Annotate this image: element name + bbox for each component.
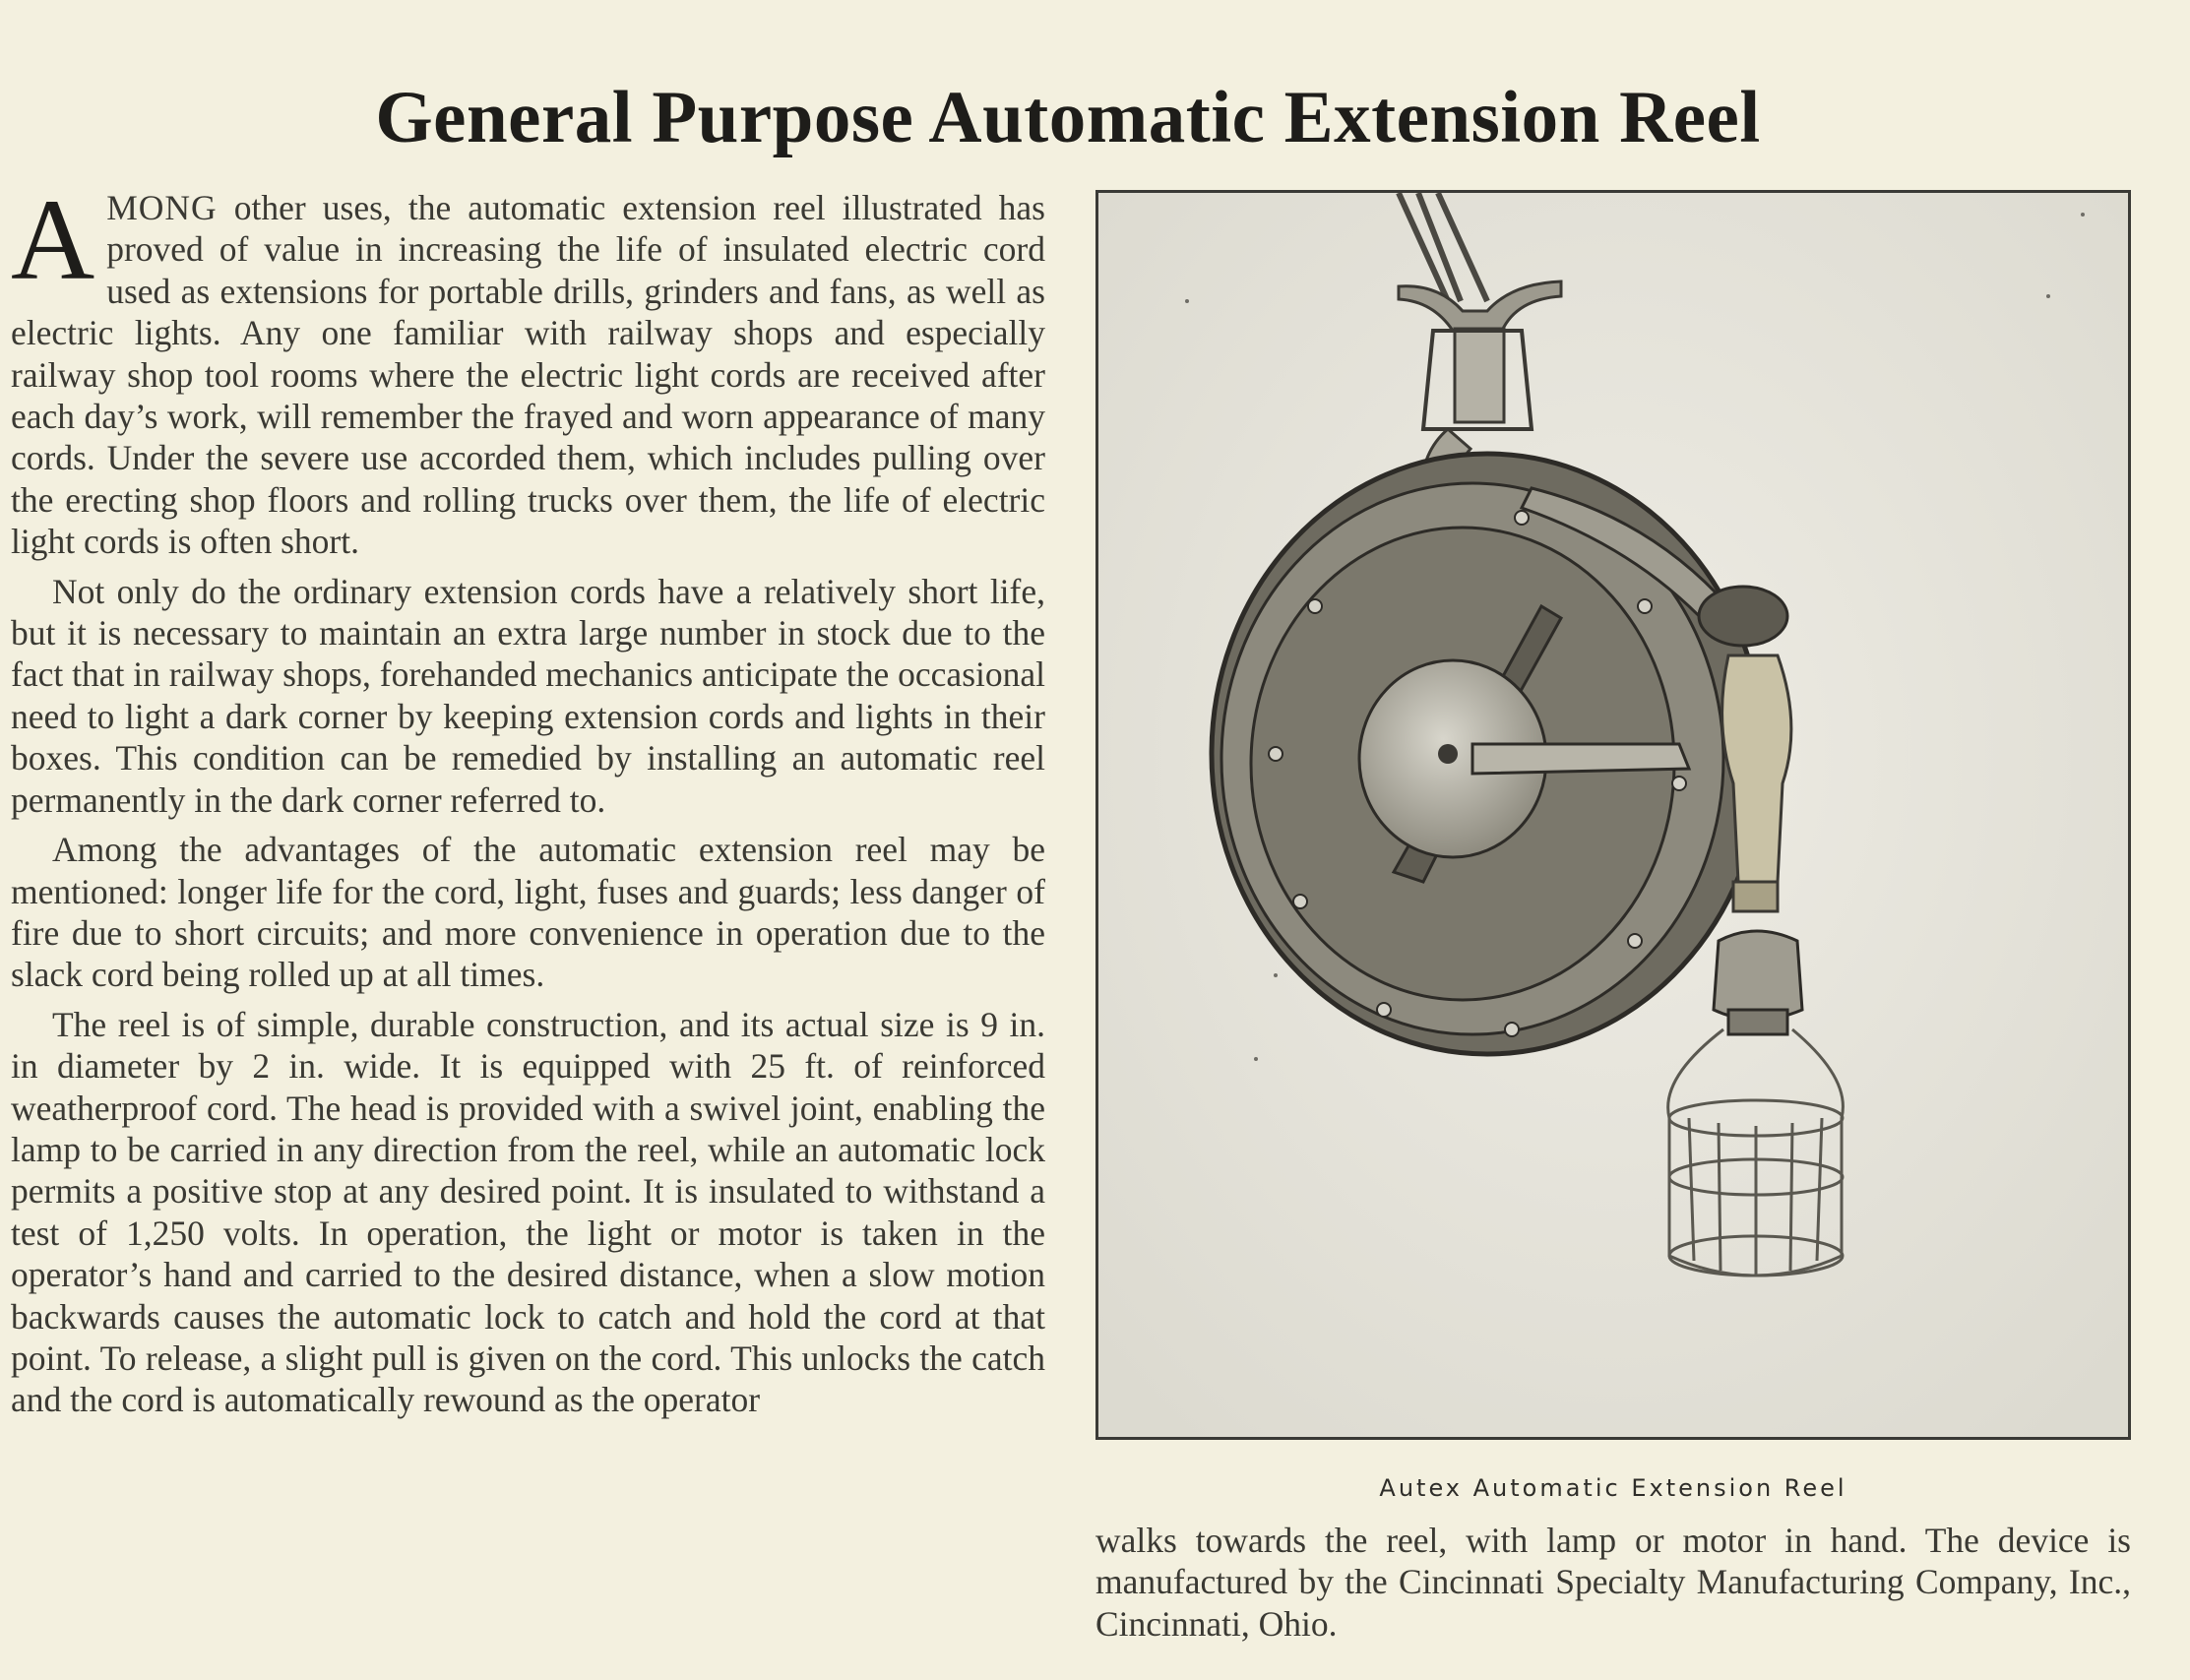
paragraph-3: Among the advantages of the automatic extension reel may be mentioned: longer life for the cord, light, fuses and guards; less danger of fire due to short circuits; and more convenience in operation due to the slack cord being rolled up at all times.: [11, 830, 1045, 995]
figure-caption: Autex Automatic Extension Reel: [1379, 1474, 1847, 1502]
article-body-continuation: [1095, 1520, 2131, 1645]
paragraph-4-continuation: walks towards the reel, with lamp or motor in hand. The device is manufactured by the Cincinnati Specialty Manufacturing Company, Inc., Cincinnati, Ohio.: [1095, 1521, 2131, 1644]
reel-photograph: [1095, 190, 2131, 1440]
paragraph-1: [11, 175, 1045, 563]
paragraph-2: Not only do the ordinary extension cords have a relatively short life, but it is necessary to maintain an extra large number in stock due to the fact that in railway shops, forehanded mechanics anticipate the occasional need to light a dark corner by keeping extension cords and lights in their boxes. This condition can be remedied by installing an automatic reel permanently in the dark corner referred to.: [11, 571, 1045, 820]
article-title: General Purpose Automatic Extension Reel: [375, 77, 1761, 159]
drop-cap: A: [11, 175, 95, 304]
paragraph-1-text: other uses, the automatic extension reel illustrated has proved of value in increasing the life of insulated electric cord used as extensions for portable drills, grinders and fans, as well as electric lights. Any one familiar with railway shops and especially railway shop tool rooms where the electric light cords are received after each day’s work, will remember the frayed and worn appearance of many cords. Under the severe use accorded them, which includes pulling over the erecting shop floors and rolling trucks over them, the life of electric light cords is often short.: [11, 188, 1045, 562]
lead-in-smallcaps: MONG: [106, 188, 218, 227]
reel-illustration: [1098, 193, 2128, 1437]
article-body-left-column: [11, 175, 1045, 1429]
paragraph-4: The reel is of simple, durable construction, and its actual size is 9 in. in diameter by 2 in. wide. It is equipped with 25 ft. of reinforced weatherproof cord. The head is provided with a swivel joint, enabling the lamp to be carried in any direction from the reel, while an automatic lock permits a positive stop at any desired point. It is insulated to withstand a test of 1,250 volts. In operation, the light or motor is taken in the operator’s hand and carried to the desired distance, when a slow motion backwards causes the automatic lock to catch and hold the cord at that point. To release, a slight pull is given on the cord. This unlocks the catch and the cord is automatically rewound as the operator: [11, 1004, 1045, 1420]
